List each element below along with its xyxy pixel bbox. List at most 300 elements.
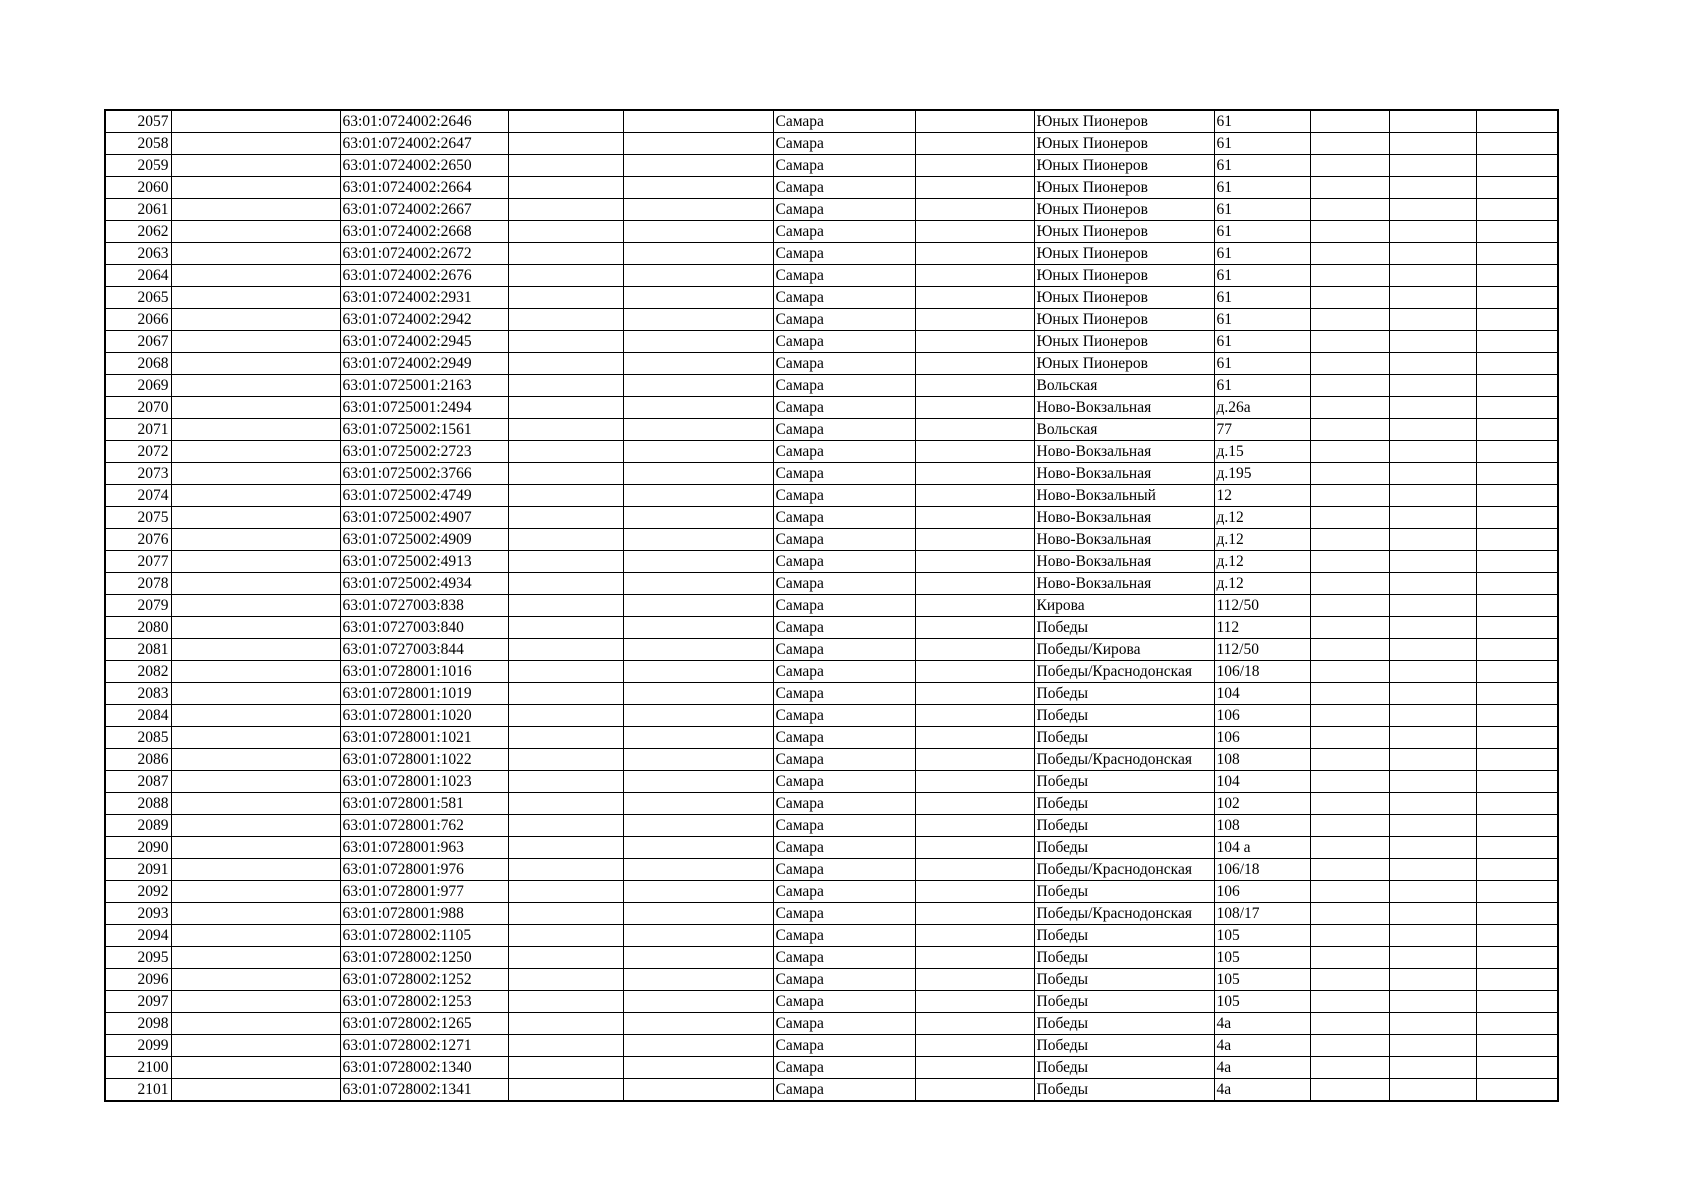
empty-cell (171, 551, 340, 573)
empty-cell (508, 1057, 623, 1079)
empty-cell (1476, 353, 1558, 375)
empty-cell (623, 793, 773, 815)
empty-cell (171, 133, 340, 155)
city-cell: Самара (773, 595, 915, 617)
empty-cell (623, 199, 773, 221)
empty-cell (1389, 1013, 1476, 1035)
cadastral-number-cell: 63:01:0725001:2163 (340, 375, 508, 397)
table-row (105, 859, 1558, 881)
cadastral-number-cell: 63:01:0725002:2723 (340, 441, 508, 463)
house-number-cell: 108/17 (1214, 903, 1310, 925)
row-number-cell: 2072 (105, 441, 171, 463)
table-row (105, 749, 1558, 771)
street-cell: Победы (1034, 925, 1214, 947)
table-row (105, 771, 1558, 793)
cadastral-number-cell: 63:01:0728001:581 (340, 793, 508, 815)
cadastral-number-cell: 63:01:0724002:2949 (340, 353, 508, 375)
city-cell: Самара (773, 573, 915, 595)
table-row (105, 683, 1558, 705)
city-cell: Самара (773, 529, 915, 551)
street-cell: Победы (1034, 617, 1214, 639)
empty-cell (915, 705, 1034, 727)
house-number-cell: 102 (1214, 793, 1310, 815)
cadastral-number-cell: 63:01:0728002:1253 (340, 991, 508, 1013)
empty-cell (171, 1035, 340, 1057)
city-cell: Самара (773, 925, 915, 947)
city-cell: Самара (773, 1035, 915, 1057)
table-row (105, 133, 1558, 155)
empty-cell (915, 859, 1034, 881)
cadastral-number-cell: 63:01:0725001:2494 (340, 397, 508, 419)
empty-cell (1476, 815, 1558, 837)
city-cell: Самара (773, 221, 915, 243)
row-number-cell: 2085 (105, 727, 171, 749)
house-number-cell: д.12 (1214, 507, 1310, 529)
empty-cell (171, 705, 340, 727)
row-number-cell: 2058 (105, 133, 171, 155)
row-number-cell: 2090 (105, 837, 171, 859)
house-number-cell: 4а (1214, 1057, 1310, 1079)
empty-cell (1310, 815, 1389, 837)
city-cell: Самара (773, 991, 915, 1013)
empty-cell (623, 661, 773, 683)
empty-cell (508, 133, 623, 155)
empty-cell (171, 419, 340, 441)
city-cell: Самара (773, 947, 915, 969)
city-cell: Самара (773, 177, 915, 199)
empty-cell (1389, 859, 1476, 881)
empty-cell (915, 947, 1034, 969)
table-row (105, 397, 1558, 419)
empty-cell (1310, 529, 1389, 551)
street-cell: Победы (1034, 705, 1214, 727)
row-number-cell: 2077 (105, 551, 171, 573)
empty-cell (171, 859, 340, 881)
street-cell: Юных Пионеров (1034, 221, 1214, 243)
street-cell: Победы (1034, 1057, 1214, 1079)
empty-cell (1476, 397, 1558, 419)
empty-cell (171, 661, 340, 683)
empty-cell (1310, 969, 1389, 991)
row-number-cell: 2063 (105, 243, 171, 265)
empty-cell (171, 529, 340, 551)
empty-cell (508, 683, 623, 705)
empty-cell (1310, 243, 1389, 265)
cadastral-number-cell: 63:01:0727003:840 (340, 617, 508, 639)
empty-cell (1389, 199, 1476, 221)
house-number-cell: 61 (1214, 221, 1310, 243)
empty-cell (1389, 243, 1476, 265)
empty-cell (171, 991, 340, 1013)
empty-cell (1310, 771, 1389, 793)
empty-cell (508, 947, 623, 969)
cadastral-number-cell: 63:01:0728002:1105 (340, 925, 508, 947)
house-number-cell: 61 (1214, 243, 1310, 265)
empty-cell (508, 925, 623, 947)
house-number-cell: д.15 (1214, 441, 1310, 463)
empty-cell (508, 837, 623, 859)
row-number-cell: 2070 (105, 397, 171, 419)
empty-cell (1389, 661, 1476, 683)
empty-cell (1310, 375, 1389, 397)
empty-cell (508, 859, 623, 881)
city-cell: Самара (773, 397, 915, 419)
empty-cell (1389, 155, 1476, 177)
city-cell: Самара (773, 661, 915, 683)
row-number-cell: 2088 (105, 793, 171, 815)
table-row (105, 727, 1558, 749)
empty-cell (623, 903, 773, 925)
house-number-cell: 105 (1214, 969, 1310, 991)
table-row (105, 573, 1558, 595)
empty-cell (1476, 1013, 1558, 1035)
empty-cell (1389, 793, 1476, 815)
city-cell: Самара (773, 485, 915, 507)
empty-cell (623, 859, 773, 881)
city-cell: Самара (773, 551, 915, 573)
empty-cell (915, 771, 1034, 793)
empty-cell (171, 353, 340, 375)
empty-cell (1310, 947, 1389, 969)
empty-cell (623, 463, 773, 485)
cadastral-number-cell: 63:01:0724002:2664 (340, 177, 508, 199)
row-number-cell: 2075 (105, 507, 171, 529)
empty-cell (171, 110, 340, 133)
empty-cell (623, 331, 773, 353)
empty-cell (171, 837, 340, 859)
empty-cell (1476, 837, 1558, 859)
row-number-cell: 2061 (105, 199, 171, 221)
city-cell: Самара (773, 815, 915, 837)
table-row (105, 375, 1558, 397)
row-number-cell: 2060 (105, 177, 171, 199)
property-register-table (104, 109, 1559, 1102)
empty-cell (915, 1079, 1034, 1102)
empty-cell (1310, 397, 1389, 419)
cadastral-number-cell: 63:01:0727003:838 (340, 595, 508, 617)
city-cell: Самара (773, 749, 915, 771)
empty-cell (1476, 441, 1558, 463)
cadastral-number-cell: 63:01:0724002:2945 (340, 331, 508, 353)
empty-cell (915, 837, 1034, 859)
cadastral-number-cell: 63:01:0724002:2672 (340, 243, 508, 265)
empty-cell (1476, 705, 1558, 727)
street-cell: Ново-Вокзальная (1034, 573, 1214, 595)
empty-cell (1476, 551, 1558, 573)
table-row (105, 265, 1558, 287)
empty-cell (623, 991, 773, 1013)
empty-cell (1476, 683, 1558, 705)
empty-cell (1310, 551, 1389, 573)
empty-cell (1476, 881, 1558, 903)
table-row (105, 1057, 1558, 1079)
empty-cell (171, 485, 340, 507)
empty-cell (171, 683, 340, 705)
empty-cell (623, 969, 773, 991)
empty-cell (623, 551, 773, 573)
empty-cell (915, 419, 1034, 441)
row-number-cell: 2071 (105, 419, 171, 441)
empty-cell (623, 1013, 773, 1035)
empty-cell (915, 683, 1034, 705)
empty-cell (1389, 375, 1476, 397)
street-cell: Победы (1034, 1035, 1214, 1057)
house-number-cell: 112 (1214, 617, 1310, 639)
table-row (105, 1035, 1558, 1057)
street-cell: Победы/Краснодонская (1034, 903, 1214, 925)
empty-cell (623, 925, 773, 947)
street-cell: Победы/Кирова (1034, 639, 1214, 661)
cadastral-number-cell: 63:01:0724002:2647 (340, 133, 508, 155)
empty-cell (508, 529, 623, 551)
empty-cell (915, 529, 1034, 551)
empty-cell (508, 375, 623, 397)
empty-cell (1310, 155, 1389, 177)
empty-cell (1476, 243, 1558, 265)
street-cell: Вольская (1034, 375, 1214, 397)
empty-cell (1389, 749, 1476, 771)
house-number-cell: 61 (1214, 265, 1310, 287)
cadastral-number-cell: 63:01:0725002:4909 (340, 529, 508, 551)
empty-cell (915, 243, 1034, 265)
empty-cell (171, 749, 340, 771)
empty-cell (915, 177, 1034, 199)
cadastral-number-cell: 63:01:0728001:1023 (340, 771, 508, 793)
empty-cell (1389, 595, 1476, 617)
cadastral-number-cell: 63:01:0724002:2650 (340, 155, 508, 177)
empty-cell (1310, 199, 1389, 221)
empty-cell (1310, 1057, 1389, 1079)
empty-cell (171, 595, 340, 617)
empty-cell (915, 133, 1034, 155)
empty-cell (623, 1079, 773, 1102)
empty-cell (623, 419, 773, 441)
empty-cell (171, 639, 340, 661)
empty-cell (915, 265, 1034, 287)
house-number-cell: 61 (1214, 155, 1310, 177)
empty-cell (1310, 749, 1389, 771)
table-row (105, 221, 1558, 243)
house-number-cell: 61 (1214, 110, 1310, 133)
empty-cell (623, 683, 773, 705)
empty-cell (508, 199, 623, 221)
empty-cell (1310, 573, 1389, 595)
empty-cell (1310, 1035, 1389, 1057)
empty-cell (1389, 397, 1476, 419)
house-number-cell: 105 (1214, 947, 1310, 969)
empty-cell (1476, 463, 1558, 485)
house-number-cell: 108 (1214, 815, 1310, 837)
empty-cell (171, 771, 340, 793)
empty-cell (1389, 1057, 1476, 1079)
empty-cell (1476, 331, 1558, 353)
empty-cell (1389, 485, 1476, 507)
city-cell: Самара (773, 683, 915, 705)
city-cell: Самара (773, 639, 915, 661)
house-number-cell: 61 (1214, 309, 1310, 331)
empty-cell (1310, 727, 1389, 749)
empty-cell (1476, 133, 1558, 155)
row-number-cell: 2073 (105, 463, 171, 485)
street-cell: Кирова (1034, 595, 1214, 617)
empty-cell (1310, 683, 1389, 705)
empty-cell (1476, 595, 1558, 617)
row-number-cell: 2076 (105, 529, 171, 551)
empty-cell (1389, 617, 1476, 639)
empty-cell (915, 793, 1034, 815)
empty-cell (1310, 485, 1389, 507)
row-number-cell: 2067 (105, 331, 171, 353)
row-number-cell: 2091 (105, 859, 171, 881)
empty-cell (915, 969, 1034, 991)
empty-cell (171, 331, 340, 353)
street-cell: Победы (1034, 947, 1214, 969)
house-number-cell: д.195 (1214, 463, 1310, 485)
empty-cell (623, 705, 773, 727)
empty-cell (508, 595, 623, 617)
empty-cell (915, 925, 1034, 947)
empty-cell (1389, 837, 1476, 859)
cadastral-number-cell: 63:01:0725002:4907 (340, 507, 508, 529)
city-cell: Самара (773, 155, 915, 177)
empty-cell (1389, 969, 1476, 991)
cadastral-number-cell: 63:01:0724002:2646 (340, 110, 508, 133)
city-cell: Самара (773, 287, 915, 309)
cadastral-number-cell: 63:01:0727003:844 (340, 639, 508, 661)
table-row (105, 309, 1558, 331)
table-row (105, 507, 1558, 529)
empty-cell (508, 881, 623, 903)
empty-cell (915, 815, 1034, 837)
empty-cell (508, 331, 623, 353)
empty-cell (1310, 639, 1389, 661)
cadastral-number-cell: 63:01:0728001:977 (340, 881, 508, 903)
cadastral-number-cell: 63:01:0728002:1265 (340, 1013, 508, 1035)
empty-cell (915, 595, 1034, 617)
empty-cell (1310, 441, 1389, 463)
empty-cell (1389, 705, 1476, 727)
empty-cell (1389, 1035, 1476, 1057)
house-number-cell: 105 (1214, 991, 1310, 1013)
cadastral-number-cell: 63:01:0725002:4913 (340, 551, 508, 573)
empty-cell (915, 353, 1034, 375)
empty-cell (1389, 463, 1476, 485)
empty-cell (1389, 529, 1476, 551)
empty-cell (1310, 309, 1389, 331)
empty-cell (508, 265, 623, 287)
empty-cell (508, 749, 623, 771)
row-number-cell: 2080 (105, 617, 171, 639)
cadastral-number-cell: 63:01:0728001:1021 (340, 727, 508, 749)
street-cell: Ново-Вокзальная (1034, 463, 1214, 485)
empty-cell (915, 1035, 1034, 1057)
street-cell: Победы (1034, 1013, 1214, 1035)
table-row (105, 595, 1558, 617)
empty-cell (508, 397, 623, 419)
cadastral-number-cell: 63:01:0728001:1019 (340, 683, 508, 705)
empty-cell (623, 639, 773, 661)
empty-cell (915, 221, 1034, 243)
city-cell: Самара (773, 1079, 915, 1102)
empty-cell (1476, 793, 1558, 815)
empty-cell (915, 551, 1034, 573)
empty-cell (623, 287, 773, 309)
empty-cell (623, 947, 773, 969)
street-cell: Победы (1034, 969, 1214, 991)
empty-cell (508, 617, 623, 639)
empty-cell (1310, 859, 1389, 881)
empty-cell (1389, 507, 1476, 529)
row-number-cell: 2081 (105, 639, 171, 661)
empty-cell (915, 287, 1034, 309)
city-cell: Самара (773, 859, 915, 881)
empty-cell (1310, 177, 1389, 199)
empty-cell (1389, 419, 1476, 441)
empty-cell (1476, 177, 1558, 199)
street-cell: Победы (1034, 837, 1214, 859)
empty-cell (1310, 661, 1389, 683)
cadastral-number-cell: 63:01:0724002:2668 (340, 221, 508, 243)
street-cell: Победы/Краснодонская (1034, 749, 1214, 771)
street-cell: Вольская (1034, 419, 1214, 441)
empty-cell (1310, 1079, 1389, 1102)
empty-cell (623, 881, 773, 903)
empty-cell (508, 705, 623, 727)
empty-cell (1476, 947, 1558, 969)
empty-cell (915, 727, 1034, 749)
empty-cell (171, 947, 340, 969)
cadastral-number-cell: 63:01:0725002:3766 (340, 463, 508, 485)
house-number-cell: 105 (1214, 925, 1310, 947)
empty-cell (1476, 859, 1558, 881)
empty-cell (508, 419, 623, 441)
empty-cell (171, 199, 340, 221)
empty-cell (171, 573, 340, 595)
street-cell: Ново-Вокзальная (1034, 441, 1214, 463)
house-number-cell: д.12 (1214, 529, 1310, 551)
empty-cell (508, 507, 623, 529)
street-cell: Победы (1034, 881, 1214, 903)
table-row (105, 793, 1558, 815)
row-number-cell: 2069 (105, 375, 171, 397)
empty-cell (508, 243, 623, 265)
street-cell: Ново-Вокзальная (1034, 507, 1214, 529)
cadastral-number-cell: 63:01:0728001:1016 (340, 661, 508, 683)
row-number-cell: 2064 (105, 265, 171, 287)
cadastral-number-cell: 63:01:0728002:1252 (340, 969, 508, 991)
row-number-cell: 2096 (105, 969, 171, 991)
empty-cell (171, 1013, 340, 1035)
table-row (105, 617, 1558, 639)
empty-cell (1310, 903, 1389, 925)
empty-cell (1476, 925, 1558, 947)
empty-cell (171, 815, 340, 837)
street-cell: Ново-Вокзальная (1034, 551, 1214, 573)
empty-cell (915, 485, 1034, 507)
empty-cell (623, 243, 773, 265)
empty-cell (508, 177, 623, 199)
street-cell: Победы/Краснодонская (1034, 859, 1214, 881)
street-cell: Юных Пионеров (1034, 265, 1214, 287)
empty-cell (508, 903, 623, 925)
house-number-cell: 61 (1214, 133, 1310, 155)
empty-cell (915, 661, 1034, 683)
street-cell: Победы (1034, 1079, 1214, 1102)
empty-cell (1476, 110, 1558, 133)
empty-cell (1389, 771, 1476, 793)
empty-cell (1476, 969, 1558, 991)
empty-cell (508, 639, 623, 661)
